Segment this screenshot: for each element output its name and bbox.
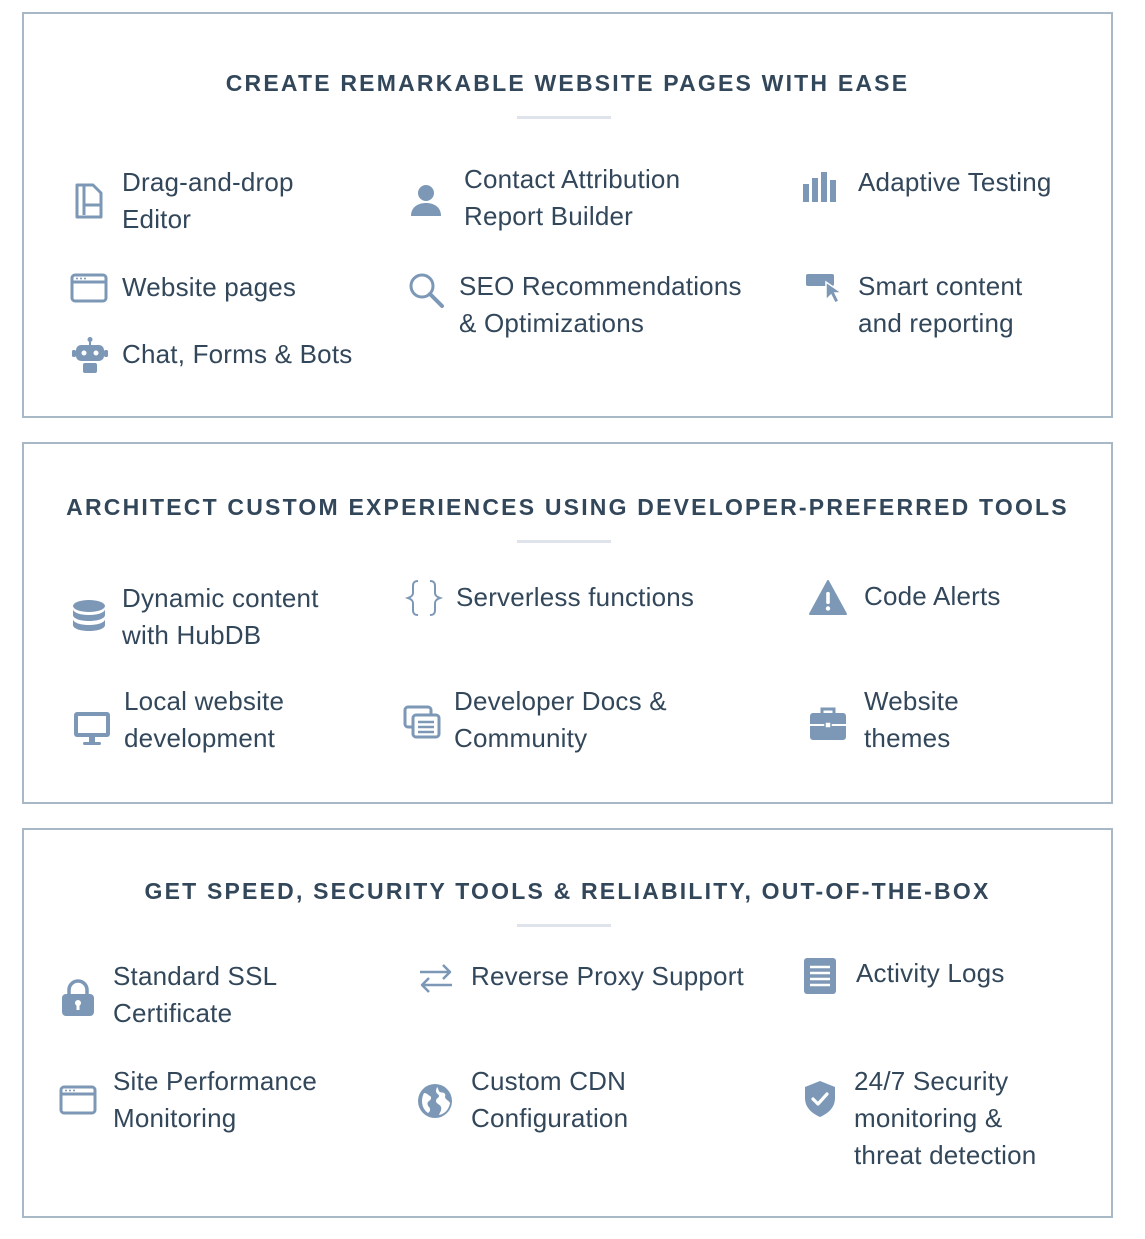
feature-label: Code Alerts — [864, 581, 1001, 611]
feature-label: Smart content and reporting — [858, 271, 1023, 338]
feature-label: Local website development — [124, 686, 285, 753]
docs-stack-icon — [402, 702, 442, 742]
feature-label: 24/7 Security monitoring & threat detection — [854, 1066, 1037, 1170]
monitor-icon — [72, 708, 112, 748]
shield-check-icon — [800, 1079, 840, 1119]
section-title: ARCHITECT CUSTOM EXPERIENCES USING DEVELOPER-PREFERRED TOOLS — [66, 494, 1069, 520]
feature-label: Website themes — [864, 686, 959, 753]
section-website-pages — [22, 12, 1113, 418]
browser-window-icon — [69, 268, 109, 308]
robot-icon — [70, 336, 110, 376]
feature-label: SEO Recommendations & Optimizations — [459, 271, 742, 338]
cursor-click-icon — [804, 268, 844, 308]
feature-label: Serverless functions — [456, 582, 695, 612]
file-editor-icon — [69, 181, 109, 221]
section-developer-tools — [22, 442, 1113, 804]
feature-label: Dynamic content with HubDB — [122, 583, 319, 650]
feature-label: Activity Logs — [856, 958, 1005, 988]
feature-label: Website pages — [122, 272, 297, 302]
feature-label: Contact Attribution Report Builder — [464, 164, 681, 231]
section-title: CREATE REMARKABLE WEBSITE PAGES WITH EASE — [225, 70, 910, 96]
database-icon — [69, 597, 109, 637]
section-security-reliability — [22, 828, 1113, 1218]
browser-window-icon — [58, 1080, 98, 1120]
feature-label: Standard SSL Certificate — [113, 961, 278, 1028]
title-divider — [517, 540, 611, 543]
swap-arrows-icon — [416, 958, 456, 998]
feature-label: Site Performance Monitoring — [113, 1066, 318, 1133]
curly-braces-icon — [404, 578, 444, 618]
feature-label: Developer Docs & Community — [454, 686, 667, 753]
section-title: GET SPEED, SECURITY TOOLS & RELIABILITY, OUT-OF-THE-BOX — [144, 878, 991, 904]
warning-icon — [808, 578, 848, 618]
title-divider — [517, 924, 611, 927]
feature-label: Custom CDN Configuration — [471, 1066, 629, 1133]
toolbox-icon — [808, 704, 848, 744]
feature-label: Drag-and-drop Editor — [122, 167, 294, 234]
title-divider — [517, 116, 611, 119]
globe-icon — [415, 1081, 455, 1121]
search-icon — [406, 270, 446, 310]
feature-label: Chat, Forms & Bots — [122, 339, 353, 369]
log-list-icon — [800, 956, 840, 996]
lock-icon — [58, 978, 98, 1018]
feature-label: Reverse Proxy Support — [471, 961, 744, 991]
bar-chart-icon — [800, 166, 840, 206]
contact-person-icon — [406, 180, 446, 220]
feature-label: Adaptive Testing — [858, 167, 1052, 197]
